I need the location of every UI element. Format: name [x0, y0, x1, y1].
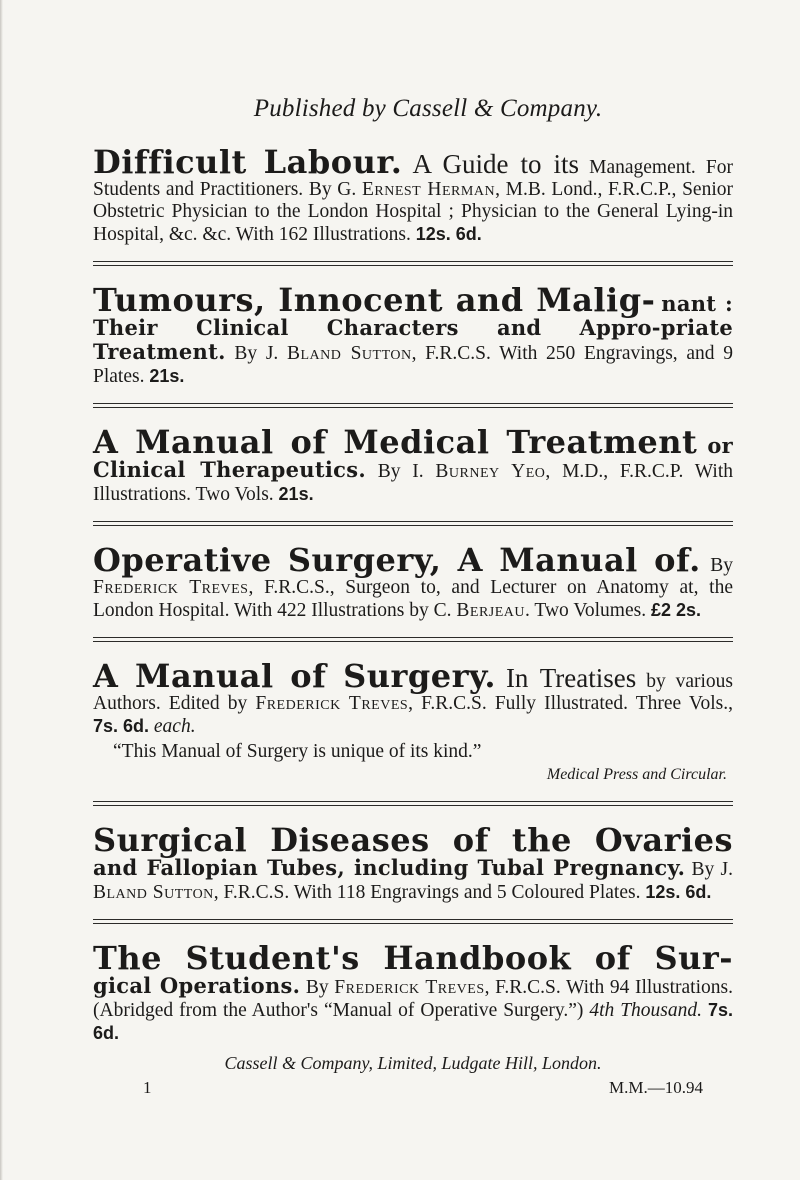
entry-title: The Student's Handbook of Sur-: [93, 939, 733, 977]
entry-body-2: , F.R.C.S. With 250 Engravings, and 9 Plates.: [93, 343, 733, 387]
entry-students-handbook: [93, 941, 733, 1045]
entry-medical-treatment: [93, 425, 733, 506]
entry-author: Frederick Treves: [93, 577, 249, 598]
entry-body-2: , F.R.C.S. With 118 Engravings and 5 Coloured Plates.: [213, 882, 646, 903]
entry-body-2: , M.D., F.R.C.P. With Illustrations. Two Vols.: [93, 461, 734, 505]
entry-body: By: [710, 555, 734, 576]
entry-lead: A Guide to its: [412, 149, 580, 179]
divider: [93, 801, 733, 806]
entry-price: 7s. 6d.: [93, 716, 150, 736]
page-edge-shadow: [0, 0, 3, 1180]
entry-author: Burney Yeo: [435, 461, 546, 482]
publisher-imprint: Cassell & Company, Limited, Ludgate Hill, London.: [224, 1053, 602, 1073]
entry-title: Difficult Labour.: [93, 143, 403, 181]
entry-body: by various Authors. Edited by: [93, 671, 734, 714]
entry-tumours: [93, 283, 733, 388]
entry-subtitle: or Clinical Therapeutics.: [93, 433, 733, 482]
entry-price: 21s.: [149, 366, 185, 386]
entry-title: Operative Surgery, A Manual of.: [93, 541, 701, 579]
entry-body-2: , F.R.C.S., Surgeon to, and Lecturer on Anatomy at, the London Hospital. With 422 Illustrations by C.: [93, 577, 733, 621]
entry-author: Frederick Treves: [255, 693, 409, 714]
entry-subtitle: and Fallopian Tubes, including Tubal Pregnancy.: [93, 855, 686, 880]
entry-manual-of-surgery: [93, 659, 733, 786]
entry-subtitle: gical Operations.: [93, 973, 301, 998]
entry-surgical-diseases: [93, 823, 733, 904]
entry-price: 21s.: [278, 484, 314, 504]
entry-body: By J.: [225, 343, 287, 364]
entry-body: By: [300, 977, 335, 998]
entry-price: £2 2s.: [650, 600, 702, 620]
review-quote: “This Manual of Surgery is unique of its kind.”: [113, 741, 482, 762]
review-source: Medical Press and Circular.: [546, 766, 727, 783]
divider: [93, 403, 733, 408]
catalogue-page: [93, 95, 733, 1098]
entry-body-2: , F.R.C.S. Fully Illustrated. Three Vols.,: [408, 693, 734, 714]
entry-subtitle: nant : Their Clinical Characters and Appro-priate Treatment.: [93, 291, 733, 364]
entry-body-3: . Two Volumes.: [525, 600, 651, 621]
entry-body-2: , M.B. Lond., F.R.C.P., Senior Obstetric Physician to the London Hospital ; Physician to the General Lying-in Hospital, &c. &c. With 162 Illustrations.: [93, 179, 733, 245]
entry-title: A Manual of Surgery.: [93, 657, 496, 695]
entry-author: Frederick Treves: [334, 977, 485, 998]
divider: [93, 261, 733, 266]
entry-edition: 4th Thousand.: [589, 1000, 702, 1021]
entry-illustrator: Berjeau: [456, 600, 526, 621]
entry-price-suffix: each.: [153, 716, 196, 737]
entry-operative-surgery: [93, 543, 733, 622]
entry-title: Tumours, Innocent and Malig-: [93, 281, 656, 319]
entry-body: Management. For Students and Practitioners. By G.: [93, 157, 733, 200]
catalogue-code: M.M.—10.94: [609, 1078, 703, 1097]
entry-title: Surgical Diseases of the Ovaries: [93, 821, 733, 859]
entry-lead: In Treatises: [505, 663, 637, 693]
entry-body: By I.: [365, 461, 436, 482]
signature-mark: 1: [143, 1078, 152, 1097]
signature-line: [93, 1078, 733, 1098]
entry-difficult-labour: [93, 145, 733, 246]
divider: [93, 637, 733, 642]
entry-body-2: , F.R.C.S. With 94 Illustrations. (Abridged from the Author's “Manual of Operative Surgery.”): [93, 977, 733, 1021]
entry-author: Bland Sutton: [93, 882, 214, 903]
entry-author: Ernest Herman: [361, 179, 496, 200]
entry-price: 12s. 6d.: [415, 224, 482, 244]
divider: [93, 919, 733, 924]
publisher-header: Published by Cassell & Company.: [253, 95, 603, 122]
entry-title: A Manual of Medical Treatment: [93, 423, 698, 461]
entry-price: 12s. 6d.: [645, 882, 712, 902]
divider: [93, 521, 733, 526]
entry-body: By J.: [685, 859, 733, 880]
entry-price: 7s. 6d.: [93, 1000, 733, 1043]
entry-author: Bland Sutton: [287, 343, 412, 364]
